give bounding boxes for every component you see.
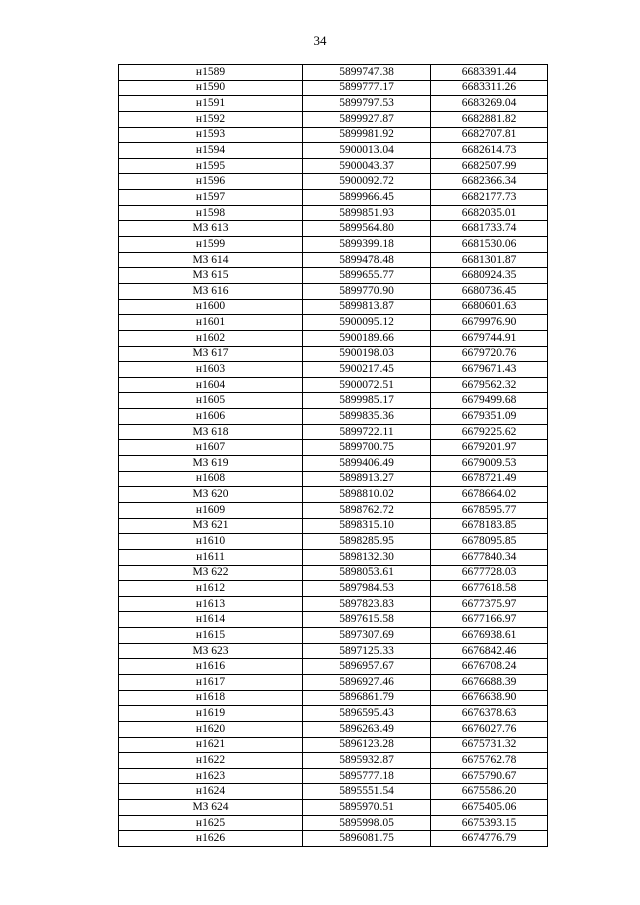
table-row bbox=[119, 205, 548, 221]
x-coordinate-cell: 5900198.03 bbox=[303, 346, 431, 362]
point-id-cell: н1606 bbox=[119, 409, 303, 425]
point-id-cell: н1615 bbox=[119, 628, 303, 644]
point-id-cell: н1618 bbox=[119, 690, 303, 706]
table-row bbox=[119, 768, 548, 784]
y-coordinate-cell: 6679351.09 bbox=[431, 409, 548, 425]
point-id-cell: н1613 bbox=[119, 596, 303, 612]
y-coordinate-cell: 6677375.97 bbox=[431, 596, 548, 612]
x-coordinate-cell: 5896957.67 bbox=[303, 659, 431, 675]
x-coordinate-cell: 5895551.54 bbox=[303, 784, 431, 800]
table-row bbox=[119, 111, 548, 127]
x-coordinate-cell: 5898762.72 bbox=[303, 502, 431, 518]
table-row bbox=[119, 815, 548, 831]
y-coordinate-cell: 6682035.01 bbox=[431, 205, 548, 221]
table-row bbox=[119, 800, 548, 816]
y-coordinate-cell: 6677618.58 bbox=[431, 581, 548, 597]
x-coordinate-cell: 5899700.75 bbox=[303, 440, 431, 456]
point-id-cell: н1625 bbox=[119, 815, 303, 831]
table-row bbox=[119, 80, 548, 96]
table-row bbox=[119, 549, 548, 565]
x-coordinate-cell: 5898315.10 bbox=[303, 518, 431, 534]
table-row bbox=[119, 409, 548, 425]
point-id-cell: МЗ 619 bbox=[119, 456, 303, 472]
x-coordinate-cell: 5895998.05 bbox=[303, 815, 431, 831]
x-coordinate-cell: 5898913.27 bbox=[303, 471, 431, 487]
x-coordinate-cell: 5900217.45 bbox=[303, 362, 431, 378]
table-row bbox=[119, 784, 548, 800]
table-row bbox=[119, 143, 548, 159]
point-id-cell: н1602 bbox=[119, 330, 303, 346]
point-id-cell: МЗ 616 bbox=[119, 283, 303, 299]
x-coordinate-cell: 5900092.72 bbox=[303, 174, 431, 190]
point-id-cell: н1590 bbox=[119, 80, 303, 96]
table-row bbox=[119, 612, 548, 628]
point-id-cell: МЗ 613 bbox=[119, 221, 303, 237]
y-coordinate-cell: 6676708.24 bbox=[431, 659, 548, 675]
x-coordinate-cell: 5895970.51 bbox=[303, 800, 431, 816]
point-id-cell: н1596 bbox=[119, 174, 303, 190]
y-coordinate-cell: 6676688.39 bbox=[431, 674, 548, 690]
table-row bbox=[119, 534, 548, 550]
y-coordinate-cell: 6678095.85 bbox=[431, 534, 548, 550]
y-coordinate-cell: 6675762.78 bbox=[431, 753, 548, 769]
point-id-cell: н1604 bbox=[119, 377, 303, 393]
table-row bbox=[119, 581, 548, 597]
point-id-cell: МЗ 623 bbox=[119, 643, 303, 659]
y-coordinate-cell: 6681530.06 bbox=[431, 237, 548, 253]
y-coordinate-cell: 6674776.79 bbox=[431, 831, 548, 847]
point-id-cell: МЗ 615 bbox=[119, 268, 303, 284]
y-coordinate-cell: 6679499.68 bbox=[431, 393, 548, 409]
table-row bbox=[119, 440, 548, 456]
point-id-cell: н1591 bbox=[119, 96, 303, 112]
table-row bbox=[119, 252, 548, 268]
y-coordinate-cell: 6682366.34 bbox=[431, 174, 548, 190]
x-coordinate-cell: 5896595.43 bbox=[303, 706, 431, 722]
y-coordinate-cell: 6683391.44 bbox=[431, 65, 548, 81]
y-coordinate-cell: 6676938.61 bbox=[431, 628, 548, 644]
y-coordinate-cell: 6677728.03 bbox=[431, 565, 548, 581]
table-row bbox=[119, 706, 548, 722]
point-id-cell: н1595 bbox=[119, 158, 303, 174]
table-row bbox=[119, 330, 548, 346]
x-coordinate-cell: 5896081.75 bbox=[303, 831, 431, 847]
x-coordinate-cell: 5900043.37 bbox=[303, 158, 431, 174]
table-row bbox=[119, 471, 548, 487]
y-coordinate-cell: 6677840.34 bbox=[431, 549, 548, 565]
point-id-cell: н1617 bbox=[119, 674, 303, 690]
x-coordinate-cell: 5896861.79 bbox=[303, 690, 431, 706]
point-id-cell: н1589 bbox=[119, 65, 303, 81]
y-coordinate-cell: 6679671.43 bbox=[431, 362, 548, 378]
point-id-cell: МЗ 622 bbox=[119, 565, 303, 581]
point-id-cell: н1593 bbox=[119, 127, 303, 143]
x-coordinate-cell: 5900013.04 bbox=[303, 143, 431, 159]
y-coordinate-cell: 6679720.76 bbox=[431, 346, 548, 362]
point-id-cell: н1622 bbox=[119, 753, 303, 769]
table-row bbox=[119, 456, 548, 472]
x-coordinate-cell: 5900072.51 bbox=[303, 377, 431, 393]
point-id-cell: н1621 bbox=[119, 737, 303, 753]
point-id-cell: н1592 bbox=[119, 111, 303, 127]
y-coordinate-cell: 6683311.26 bbox=[431, 80, 548, 96]
table-row bbox=[119, 393, 548, 409]
y-coordinate-cell: 6676842.46 bbox=[431, 643, 548, 659]
point-id-cell: н1610 bbox=[119, 534, 303, 550]
point-id-cell: н1605 bbox=[119, 393, 303, 409]
table-row bbox=[119, 690, 548, 706]
point-id-cell: н1611 bbox=[119, 549, 303, 565]
y-coordinate-cell: 6676638.90 bbox=[431, 690, 548, 706]
x-coordinate-cell: 5898810.02 bbox=[303, 487, 431, 503]
y-coordinate-cell: 6678183.85 bbox=[431, 518, 548, 534]
x-coordinate-cell: 5899564.80 bbox=[303, 221, 431, 237]
y-coordinate-cell: 6678664.02 bbox=[431, 487, 548, 503]
x-coordinate-cell: 5899927.87 bbox=[303, 111, 431, 127]
x-coordinate-cell: 5895932.87 bbox=[303, 753, 431, 769]
y-coordinate-cell: 6678595.77 bbox=[431, 502, 548, 518]
x-coordinate-cell: 5899770.90 bbox=[303, 283, 431, 299]
table-row bbox=[119, 628, 548, 644]
table-row bbox=[119, 268, 548, 284]
point-id-cell: н1623 bbox=[119, 768, 303, 784]
coordinates-table-body bbox=[119, 65, 548, 847]
point-id-cell: н1601 bbox=[119, 315, 303, 331]
y-coordinate-cell: 6679744.91 bbox=[431, 330, 548, 346]
y-coordinate-cell: 6675790.67 bbox=[431, 768, 548, 784]
point-id-cell: н1600 bbox=[119, 299, 303, 315]
x-coordinate-cell: 5899722.11 bbox=[303, 424, 431, 440]
table-row bbox=[119, 518, 548, 534]
point-id-cell: н1612 bbox=[119, 581, 303, 597]
x-coordinate-cell: 5900095.12 bbox=[303, 315, 431, 331]
table-row bbox=[119, 565, 548, 581]
y-coordinate-cell: 6682507.99 bbox=[431, 158, 548, 174]
x-coordinate-cell: 5899851.93 bbox=[303, 205, 431, 221]
y-coordinate-cell: 6675405.06 bbox=[431, 800, 548, 816]
page-number: 34 bbox=[313, 33, 327, 48]
table-row bbox=[119, 299, 548, 315]
table-row bbox=[119, 127, 548, 143]
x-coordinate-cell: 5897984.53 bbox=[303, 581, 431, 597]
point-id-cell: н1616 bbox=[119, 659, 303, 675]
y-coordinate-cell: 6679225.62 bbox=[431, 424, 548, 440]
x-coordinate-cell: 5899478.48 bbox=[303, 252, 431, 268]
point-id-cell: МЗ 624 bbox=[119, 800, 303, 816]
point-id-cell: МЗ 617 bbox=[119, 346, 303, 362]
y-coordinate-cell: 6680736.45 bbox=[431, 283, 548, 299]
y-coordinate-cell: 6682177.73 bbox=[431, 190, 548, 206]
x-coordinate-cell: 5897125.33 bbox=[303, 643, 431, 659]
y-coordinate-cell: 6675731.32 bbox=[431, 737, 548, 753]
y-coordinate-cell: 6679562.32 bbox=[431, 377, 548, 393]
point-id-cell: н1608 bbox=[119, 471, 303, 487]
table-row bbox=[119, 96, 548, 112]
point-id-cell: МЗ 621 bbox=[119, 518, 303, 534]
x-coordinate-cell: 5897615.58 bbox=[303, 612, 431, 628]
point-id-cell: н1614 bbox=[119, 612, 303, 628]
y-coordinate-cell: 6681733.74 bbox=[431, 221, 548, 237]
x-coordinate-cell: 5897307.69 bbox=[303, 628, 431, 644]
x-coordinate-cell: 5899399.18 bbox=[303, 237, 431, 253]
x-coordinate-cell: 5899747.38 bbox=[303, 65, 431, 81]
y-coordinate-cell: 6682881.82 bbox=[431, 111, 548, 127]
table-row bbox=[119, 721, 548, 737]
point-id-cell: н1619 bbox=[119, 706, 303, 722]
table-row bbox=[119, 158, 548, 174]
y-coordinate-cell: 6675586.20 bbox=[431, 784, 548, 800]
coordinates-table bbox=[118, 64, 548, 847]
point-id-cell: н1603 bbox=[119, 362, 303, 378]
y-coordinate-cell: 6676378.63 bbox=[431, 706, 548, 722]
point-id-cell: н1594 bbox=[119, 143, 303, 159]
x-coordinate-cell: 5900189.66 bbox=[303, 330, 431, 346]
y-coordinate-cell: 6679976.90 bbox=[431, 315, 548, 331]
x-coordinate-cell: 5899966.45 bbox=[303, 190, 431, 206]
y-coordinate-cell: 6678721.49 bbox=[431, 471, 548, 487]
x-coordinate-cell: 5899835.36 bbox=[303, 409, 431, 425]
point-id-cell: МЗ 614 bbox=[119, 252, 303, 268]
table-row bbox=[119, 737, 548, 753]
table-row bbox=[119, 424, 548, 440]
point-id-cell: н1620 bbox=[119, 721, 303, 737]
x-coordinate-cell: 5896123.28 bbox=[303, 737, 431, 753]
x-coordinate-cell: 5898053.61 bbox=[303, 565, 431, 581]
x-coordinate-cell: 5899981.92 bbox=[303, 127, 431, 143]
x-coordinate-cell: 5899797.53 bbox=[303, 96, 431, 112]
table-row bbox=[119, 753, 548, 769]
point-id-cell: МЗ 620 bbox=[119, 487, 303, 503]
y-coordinate-cell: 6677166.97 bbox=[431, 612, 548, 628]
point-id-cell: н1597 bbox=[119, 190, 303, 206]
x-coordinate-cell: 5899655.77 bbox=[303, 268, 431, 284]
y-coordinate-cell: 6681301.87 bbox=[431, 252, 548, 268]
x-coordinate-cell: 5899813.87 bbox=[303, 299, 431, 315]
y-coordinate-cell: 6682614.73 bbox=[431, 143, 548, 159]
x-coordinate-cell: 5899777.17 bbox=[303, 80, 431, 96]
table-row bbox=[119, 502, 548, 518]
table-row bbox=[119, 643, 548, 659]
table-row bbox=[119, 659, 548, 675]
y-coordinate-cell: 6680924.35 bbox=[431, 268, 548, 284]
point-id-cell: н1626 bbox=[119, 831, 303, 847]
x-coordinate-cell: 5898132.30 bbox=[303, 549, 431, 565]
table-row bbox=[119, 831, 548, 847]
table-row bbox=[119, 174, 548, 190]
x-coordinate-cell: 5896927.46 bbox=[303, 674, 431, 690]
x-coordinate-cell: 5899985.17 bbox=[303, 393, 431, 409]
point-id-cell: н1609 bbox=[119, 502, 303, 518]
table-row bbox=[119, 283, 548, 299]
y-coordinate-cell: 6679009.53 bbox=[431, 456, 548, 472]
x-coordinate-cell: 5899406.49 bbox=[303, 456, 431, 472]
y-coordinate-cell: 6682707.81 bbox=[431, 127, 548, 143]
table-row bbox=[119, 487, 548, 503]
table-row bbox=[119, 674, 548, 690]
y-coordinate-cell: 6679201.97 bbox=[431, 440, 548, 456]
table-row bbox=[119, 315, 548, 331]
table-row bbox=[119, 190, 548, 206]
x-coordinate-cell: 5895777.18 bbox=[303, 768, 431, 784]
y-coordinate-cell: 6675393.15 bbox=[431, 815, 548, 831]
x-coordinate-cell: 5898285.95 bbox=[303, 534, 431, 550]
table-row bbox=[119, 377, 548, 393]
table-row bbox=[119, 237, 548, 253]
y-coordinate-cell: 6683269.04 bbox=[431, 96, 548, 112]
table-row bbox=[119, 346, 548, 362]
point-id-cell: МЗ 618 bbox=[119, 424, 303, 440]
table-row bbox=[119, 596, 548, 612]
point-id-cell: н1624 bbox=[119, 784, 303, 800]
point-id-cell: н1599 bbox=[119, 237, 303, 253]
x-coordinate-cell: 5897823.83 bbox=[303, 596, 431, 612]
y-coordinate-cell: 6676027.76 bbox=[431, 721, 548, 737]
point-id-cell: н1598 bbox=[119, 205, 303, 221]
point-id-cell: н1607 bbox=[119, 440, 303, 456]
table-row bbox=[119, 362, 548, 378]
table-row bbox=[119, 65, 548, 81]
table-row bbox=[119, 221, 548, 237]
y-coordinate-cell: 6680601.63 bbox=[431, 299, 548, 315]
x-coordinate-cell: 5896263.49 bbox=[303, 721, 431, 737]
